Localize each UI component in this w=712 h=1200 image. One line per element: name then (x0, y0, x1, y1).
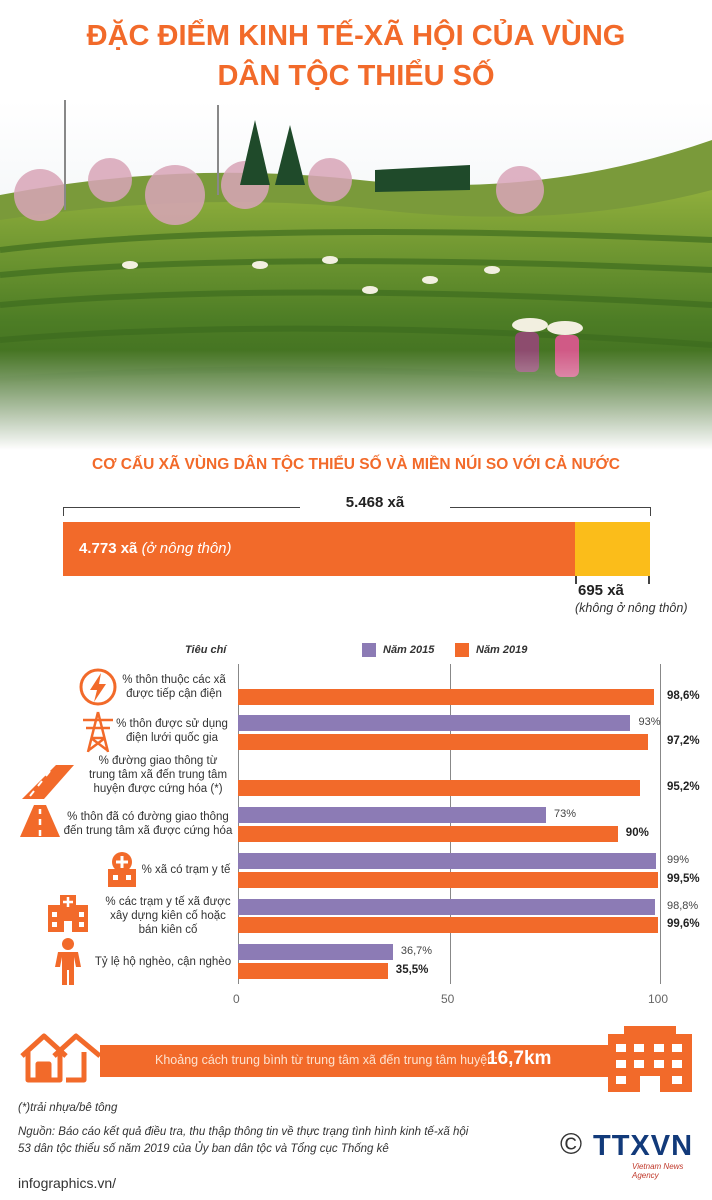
tick-label: 100 (648, 992, 669, 1006)
rural-communes-value: 4.773 xã (79, 540, 138, 557)
value-label-2015: 93% (638, 716, 661, 728)
bar-2019 (238, 689, 654, 705)
composition-subtitle: CƠ CẤU XÃ VÙNG DÂN TỘC THIỂU SỐ VÀ MIỀN NÚI SO VỚI CẢ NƯỚC (92, 456, 620, 473)
criteria-header: Tiêu chí (185, 644, 227, 656)
value-label-2019: 99,6% (667, 918, 700, 930)
page-title-line2: DÂN TỘC THIỂU SỐ (217, 60, 495, 92)
value-label-2019: 35,5% (395, 964, 429, 976)
value-label-2019: 90% (625, 827, 649, 839)
criterion-label: % thôn thuộc các xã được tiếp cận điện (122, 674, 226, 700)
bar-2019 (238, 780, 640, 796)
tick-label: 50 (441, 992, 455, 1006)
criterion-label: % đường giao thông từ trung tâm xã đến trung tâm huyện được cứng hóa (*) (88, 755, 228, 795)
legend-2015-label: Năm 2015 (383, 644, 435, 656)
copyright-icon: © (560, 1128, 583, 1161)
rural-communes-note: (ở nông thôn) (141, 540, 232, 557)
bar-2019 (238, 963, 388, 979)
nonrural-communes-value: 695 xã (578, 582, 624, 599)
bar-2015 (238, 807, 546, 823)
value-label-2015: 99% (667, 854, 690, 866)
criterion-label: % các trạm y tế xã được xây dựng kiên cố hoặc bán kiên cố (105, 896, 231, 936)
houses-icon (18, 1030, 104, 1084)
value-label-2019: 97,2% (667, 735, 700, 747)
bar-2015 (238, 944, 393, 960)
website-link[interactable]: infographics.vn/ (18, 1175, 117, 1191)
brand-subtitle: Vietnam News Agency (632, 1162, 684, 1180)
value-label-2015: 36,7% (400, 945, 433, 957)
total-communes-label: 5.468 xã (300, 494, 450, 511)
value-label-2019: 95,2% (667, 781, 700, 793)
distance-text: Khoảng cách trung bình từ trung tâm xã đến trung tâm huyện: (155, 1053, 498, 1067)
value-label-2015: 73% (554, 808, 577, 820)
bar-2015 (238, 715, 630, 731)
bar-2015 (238, 853, 656, 869)
office-building-icon (604, 1024, 696, 1094)
value-label-2015: 98,8% (667, 900, 699, 912)
legend-2019-label: Năm 2019 (476, 644, 528, 656)
criterion-label: % thôn đã có đường giao thông đến trung tâm xã được cứng hóa (63, 811, 233, 837)
road-footnote: (*)trải nhựa/bê tông (18, 1102, 118, 1114)
distance-value: 16,7km (487, 1048, 552, 1069)
bar-2019 (238, 826, 618, 842)
criterion-label: % xã có trạm y tế (141, 864, 231, 876)
source-line-1: Nguồn: Báo cáo kết quả điều tra, thu thập thông tin về thực trạng tình hình kinh tế-xã hội (18, 1126, 469, 1138)
criterion-label: Tỷ lệ hộ nghèo, cận nghèo (94, 956, 232, 968)
bar-2019 (238, 917, 658, 933)
nonrural-communes-note: (không ở nông thôn) (575, 601, 688, 615)
value-label-2019: 99,5% (667, 873, 700, 885)
criterion-label: % thôn được sử dụng điện lưới quốc gia (116, 718, 228, 744)
bar-2019 (238, 872, 658, 888)
value-label-2019: 98,6% (667, 690, 700, 702)
page-title-line1: ĐẶC ĐIỂM KINH TẾ-XÃ HỘI CỦA VÙNG (86, 20, 626, 52)
bar-2019 (238, 734, 648, 750)
brand-logo: TTXVN (593, 1130, 694, 1162)
source-line-2: 53 dân tộc thiểu số năm 2019 của Ủy ban dân tộc và Tổng cục Thống kê (18, 1143, 389, 1155)
bar-2015 (238, 899, 655, 915)
tick-label: 0 (233, 992, 240, 1006)
